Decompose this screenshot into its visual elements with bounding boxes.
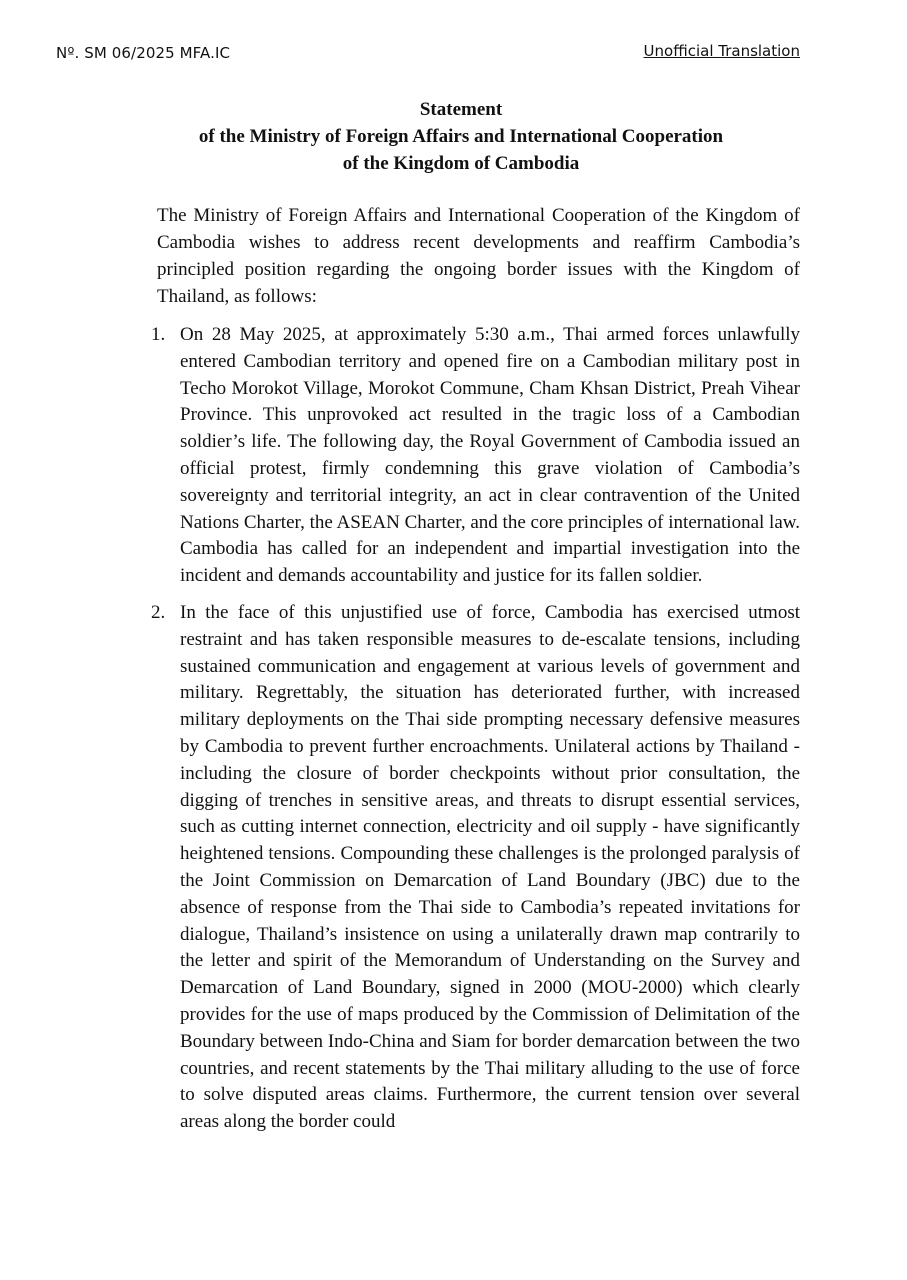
title-line-2: of the Ministry of Foreign Affairs and International Cooperation bbox=[198, 126, 724, 147]
list-item bbox=[150, 600, 800, 1136]
intro-paragraph: The Ministry of Foreign Affairs and International Cooperation of the Kingdom of Cambodia wishes to address recent developments and reaffirm Cambodia’s principled position regarding the ongoing border issues with the Kingdom of Thailand, as follows: bbox=[157, 205, 800, 307]
list-item bbox=[150, 322, 800, 590]
statement-points-list bbox=[150, 322, 800, 1146]
list-item-text: On 28 May 2025, at approximately 5:30 a.m., Thai armed forces unlawfully entered Cambodian territory and opened fire on a Cambodian military post in Techo Morokot Village, Morokot Commune, Cham Khsan District, Preah Vihear Province. This unprovoked act resulted in the tragic loss of a Cambodian soldier’s life. The following day, the Royal Government of Cambodia issued an official protest, firmly condemning this grave violation of Cambodia’s sovereignty and territorial integrity, an act in clear contravention of the United Nations Charter, the ASEAN Charter, and the core principles of international law. Cambodia has called for an independent and impartial investigation into the incident and demands accountability and justice for its fallen soldier. bbox=[180, 324, 800, 587]
unofficial-translation-note: Unofficial Translation bbox=[643, 42, 800, 60]
list-item-text: In the face of this unjustified use of force, Cambodia has exercised utmost restraint and has taken responsible measures to de-escalate tensions, including sustained communication and engagement at various levels of government and military. Regrettably, the situation has deteriorated further, with increased military deployments on the Thai side prompting necessary defensive measures by Cambodia to prevent further encroachments. Unilateral actions by Thailand - including the closure of border checkpoints without prior consultation, the digging of trenches in sensitive areas, and threats to disrupt essential services, such as cutting internet connection, electricity and oil supply - have significantly heightened tensions. Compounding these challenges is the prolonged paralysis of the Joint Commission on Demarcation of Land Boundary (JBC) due to the absence of response from the Thai side to Cambodia’s repeated invitations for dialogue, Thailand’s insistence on using a unilaterally drawn map contrarily to the letter and spirit of the Memorandum of Understanding on the Survey and Demarcation of Land Boundary, signed in 2000 (MOU-2000) which clearly provides for the use of maps produced by the Commission of Delimitation of the Boundary between Indo-China and Siam for border demarcation between the two countries, and recent statements by the Thai military alluding to the use of force to solve disputed areas claims. Furthermore, the current tension over several areas along the border could bbox=[180, 601, 800, 1133]
list-item-number: 1. bbox=[151, 324, 166, 345]
title-line-3: of the Kingdom of Cambodia bbox=[342, 153, 580, 174]
title-line-1: Statement bbox=[419, 99, 503, 120]
document-reference-number: Nº. SM 06/2025 MFA.IC bbox=[56, 44, 231, 62]
statement-title bbox=[100, 96, 822, 177]
list-item-number: 2. bbox=[151, 601, 166, 623]
